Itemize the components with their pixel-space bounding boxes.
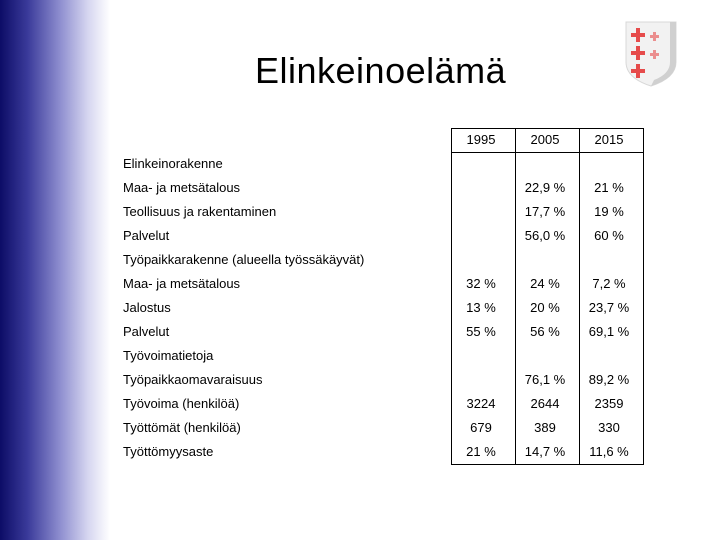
table-cell (451, 176, 511, 200)
table-row (120, 440, 640, 464)
grid-line (515, 128, 516, 464)
table-cell: 32 % (466, 276, 496, 291)
table-header (120, 128, 640, 152)
section-header-row (120, 152, 640, 176)
table-cell (451, 152, 511, 176)
table-cell: 20 % (530, 300, 560, 315)
table-cell: 56 % (530, 324, 560, 339)
section-label: Elinkeinorakenne (123, 156, 223, 171)
table-cell: 13 % (466, 300, 496, 315)
table-cell: 19 % (594, 204, 624, 219)
table-cell (579, 344, 639, 368)
table-cell: 2644 (530, 396, 560, 411)
table-row (120, 320, 640, 344)
table-cell: 2359 (594, 396, 624, 411)
table-cell (515, 248, 575, 272)
table-row (120, 200, 640, 224)
data-table (120, 128, 640, 464)
table-cell: 330 (598, 420, 620, 435)
table-cell (515, 152, 575, 176)
column-header: 2015 (594, 132, 624, 147)
column-header: 2005 (530, 132, 560, 147)
table-cell (579, 248, 639, 272)
table-cell (579, 152, 639, 176)
table-row (120, 224, 640, 248)
table-row (120, 296, 640, 320)
section-label: Työvoimatietoja (123, 348, 214, 363)
grid-line (643, 128, 644, 464)
table-cell: 55 % (466, 324, 496, 339)
grid-line (451, 128, 452, 464)
table-cell: 7,2 % (592, 276, 626, 291)
row-label: Palvelut (123, 324, 170, 339)
table-row (120, 176, 640, 200)
table-cell: 24 % (530, 276, 560, 291)
table-cell: 3224 (466, 396, 496, 411)
row-label: Maa- ja metsätalous (123, 276, 241, 291)
grid-line (451, 464, 644, 465)
section-header-row (120, 248, 640, 272)
table-row (120, 392, 640, 416)
table-cell: 23,7 % (588, 300, 630, 315)
row-label: Työvoima (henkilöä) (123, 396, 240, 411)
row-label: Maa- ja metsätalous (123, 180, 241, 195)
row-label: Teollisuus ja rakentaminen (123, 204, 277, 219)
grid-line (579, 128, 580, 464)
sidebar-gradient (0, 0, 110, 540)
table-cell: 69,1 % (588, 324, 630, 339)
section-label: Työpaikkarakenne (alueella työssäkäyvät) (123, 252, 365, 267)
grid-line (451, 128, 644, 129)
row-label: Työpaikkaomavaraisuus (123, 372, 263, 387)
table-cell: 60 % (594, 228, 624, 243)
column-header: 1995 (466, 132, 496, 147)
page-title: Elinkeinoelämä (255, 50, 507, 91)
table-cell (451, 368, 511, 392)
table-cell: 17,7 % (524, 204, 566, 219)
table-cell: 11,6 % (589, 444, 629, 459)
coat-of-arms-icon (620, 18, 682, 88)
row-label: Palvelut (123, 228, 170, 243)
table-cell: 21 % (594, 180, 624, 195)
table-cell: 56,0 % (524, 228, 566, 243)
table-cell: 679 (470, 420, 492, 435)
table-cell: 389 (534, 420, 556, 435)
table-row (120, 272, 640, 296)
table-body (120, 152, 640, 464)
table-cell (451, 344, 511, 368)
row-label: Työttömät (henkilöä) (123, 420, 241, 435)
table-cell (451, 200, 511, 224)
table-row (120, 368, 640, 392)
row-label: Työttömyysaste (123, 444, 214, 459)
table-cell: 22,9 % (524, 180, 566, 195)
row-label: Jalostus (123, 300, 171, 315)
table-cell: 76,1 % (524, 372, 566, 387)
table-cell: 14,7 % (524, 444, 566, 459)
table-cell (515, 344, 575, 368)
table-cell: 89,2 % (588, 372, 630, 387)
table-cell (451, 224, 511, 248)
section-header-row (120, 344, 640, 368)
table-row (120, 416, 640, 440)
table-cell: 21 % (466, 444, 496, 459)
table-cell (451, 248, 511, 272)
grid-line (451, 152, 644, 153)
